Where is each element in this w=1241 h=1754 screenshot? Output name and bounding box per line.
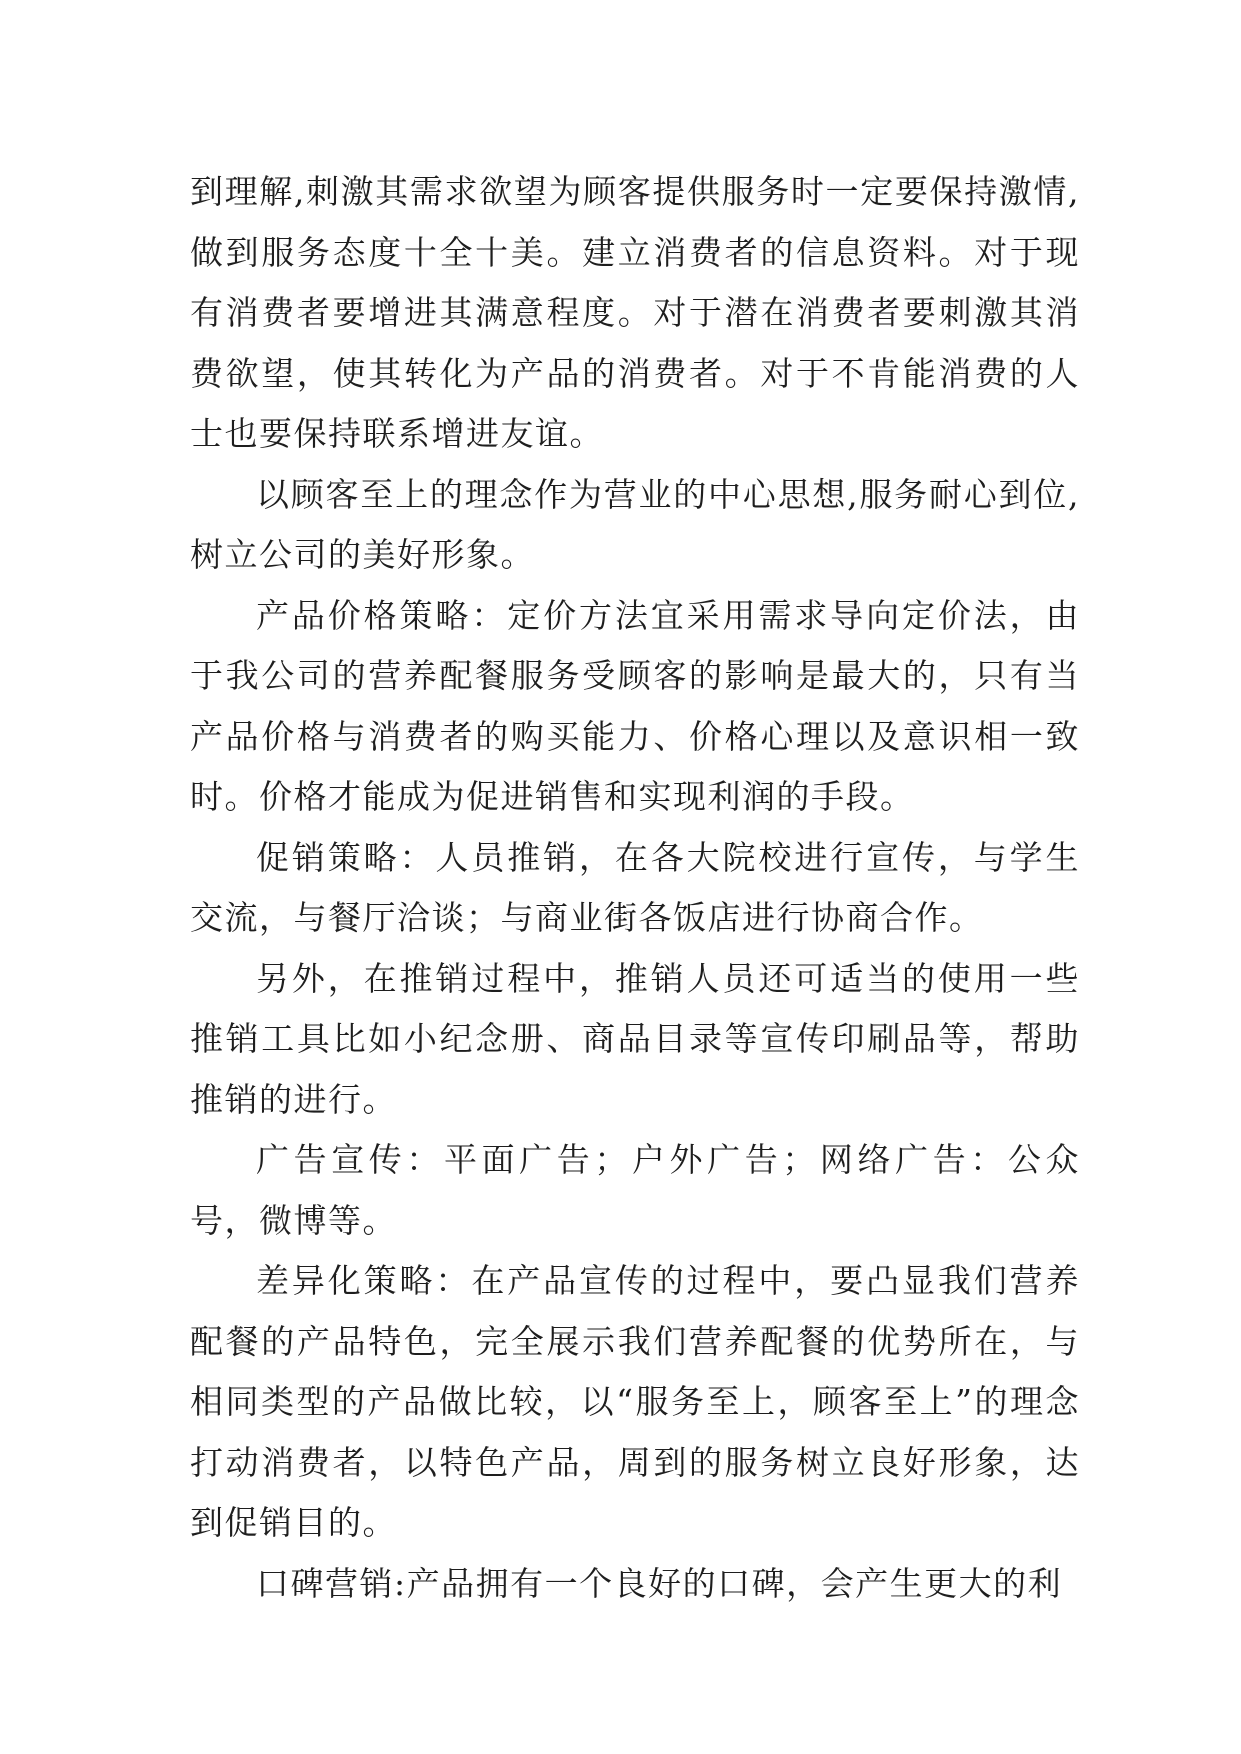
paragraph-customer-service: 到理解,刺激其需求欲望为顾客提供服务时一定要保持激情,做到服务态度十全十美。建立消费者的信息资料。对于现有消费者要增进其满意程度。对于潜在消费者要刺激其消费欲望，使其转化为产品的消费者。对于不肯能消费的人士也要保持联系增进友谊。 (190, 172, 1080, 453)
paragraph-sales-tools: 另外，在推销过程中，推销人员还可适当的使用一些推销工具比如小纪念册、商品目录等宣传印刷品等，帮助推销的进行。 (190, 958, 1080, 1119)
paragraph-customer-first: 以顾客至上的理念作为营业的中心思想,服务耐心到位,树立公司的美好形象。 (190, 474, 1080, 574)
paragraph-pricing-strategy: 产品价格策略：定价方法宜采用需求导向定价法，由于我公司的营养配餐服务受顾客的影响是最大的，只有当产品价格与消费者的购买能力、价格心理以及意识相一致时。价格才能成为促进销售和实现利润的手段。 (190, 595, 1080, 816)
document-body (190, 162, 1080, 1614)
paragraph-differentiation-strategy: 差异化策略：在产品宣传的过程中，要凸显我们营养配餐的产品特色，完全展示我们营养配餐的优势所在，与相同类型的产品做比较，以“服务至上，顾客至上”的理念打动消费者，以特色产品，周到的服务树立良好形象，达到促销目的。 (190, 1261, 1080, 1542)
paragraph-promotion-strategy: 促销策略：人员推销，在各大院校进行宣传，与学生交流，与餐厅洽谈；与商业街各饭店进行协商合作。 (190, 837, 1080, 937)
paragraph-advertising: 广告宣传：平面广告；户外广告；网络广告：公众号，微博等。 (190, 1140, 1080, 1240)
paragraph-word-of-mouth: 口碑营销:产品拥有一个良好的口碑，会产生更大的利 (256, 1563, 1063, 1603)
